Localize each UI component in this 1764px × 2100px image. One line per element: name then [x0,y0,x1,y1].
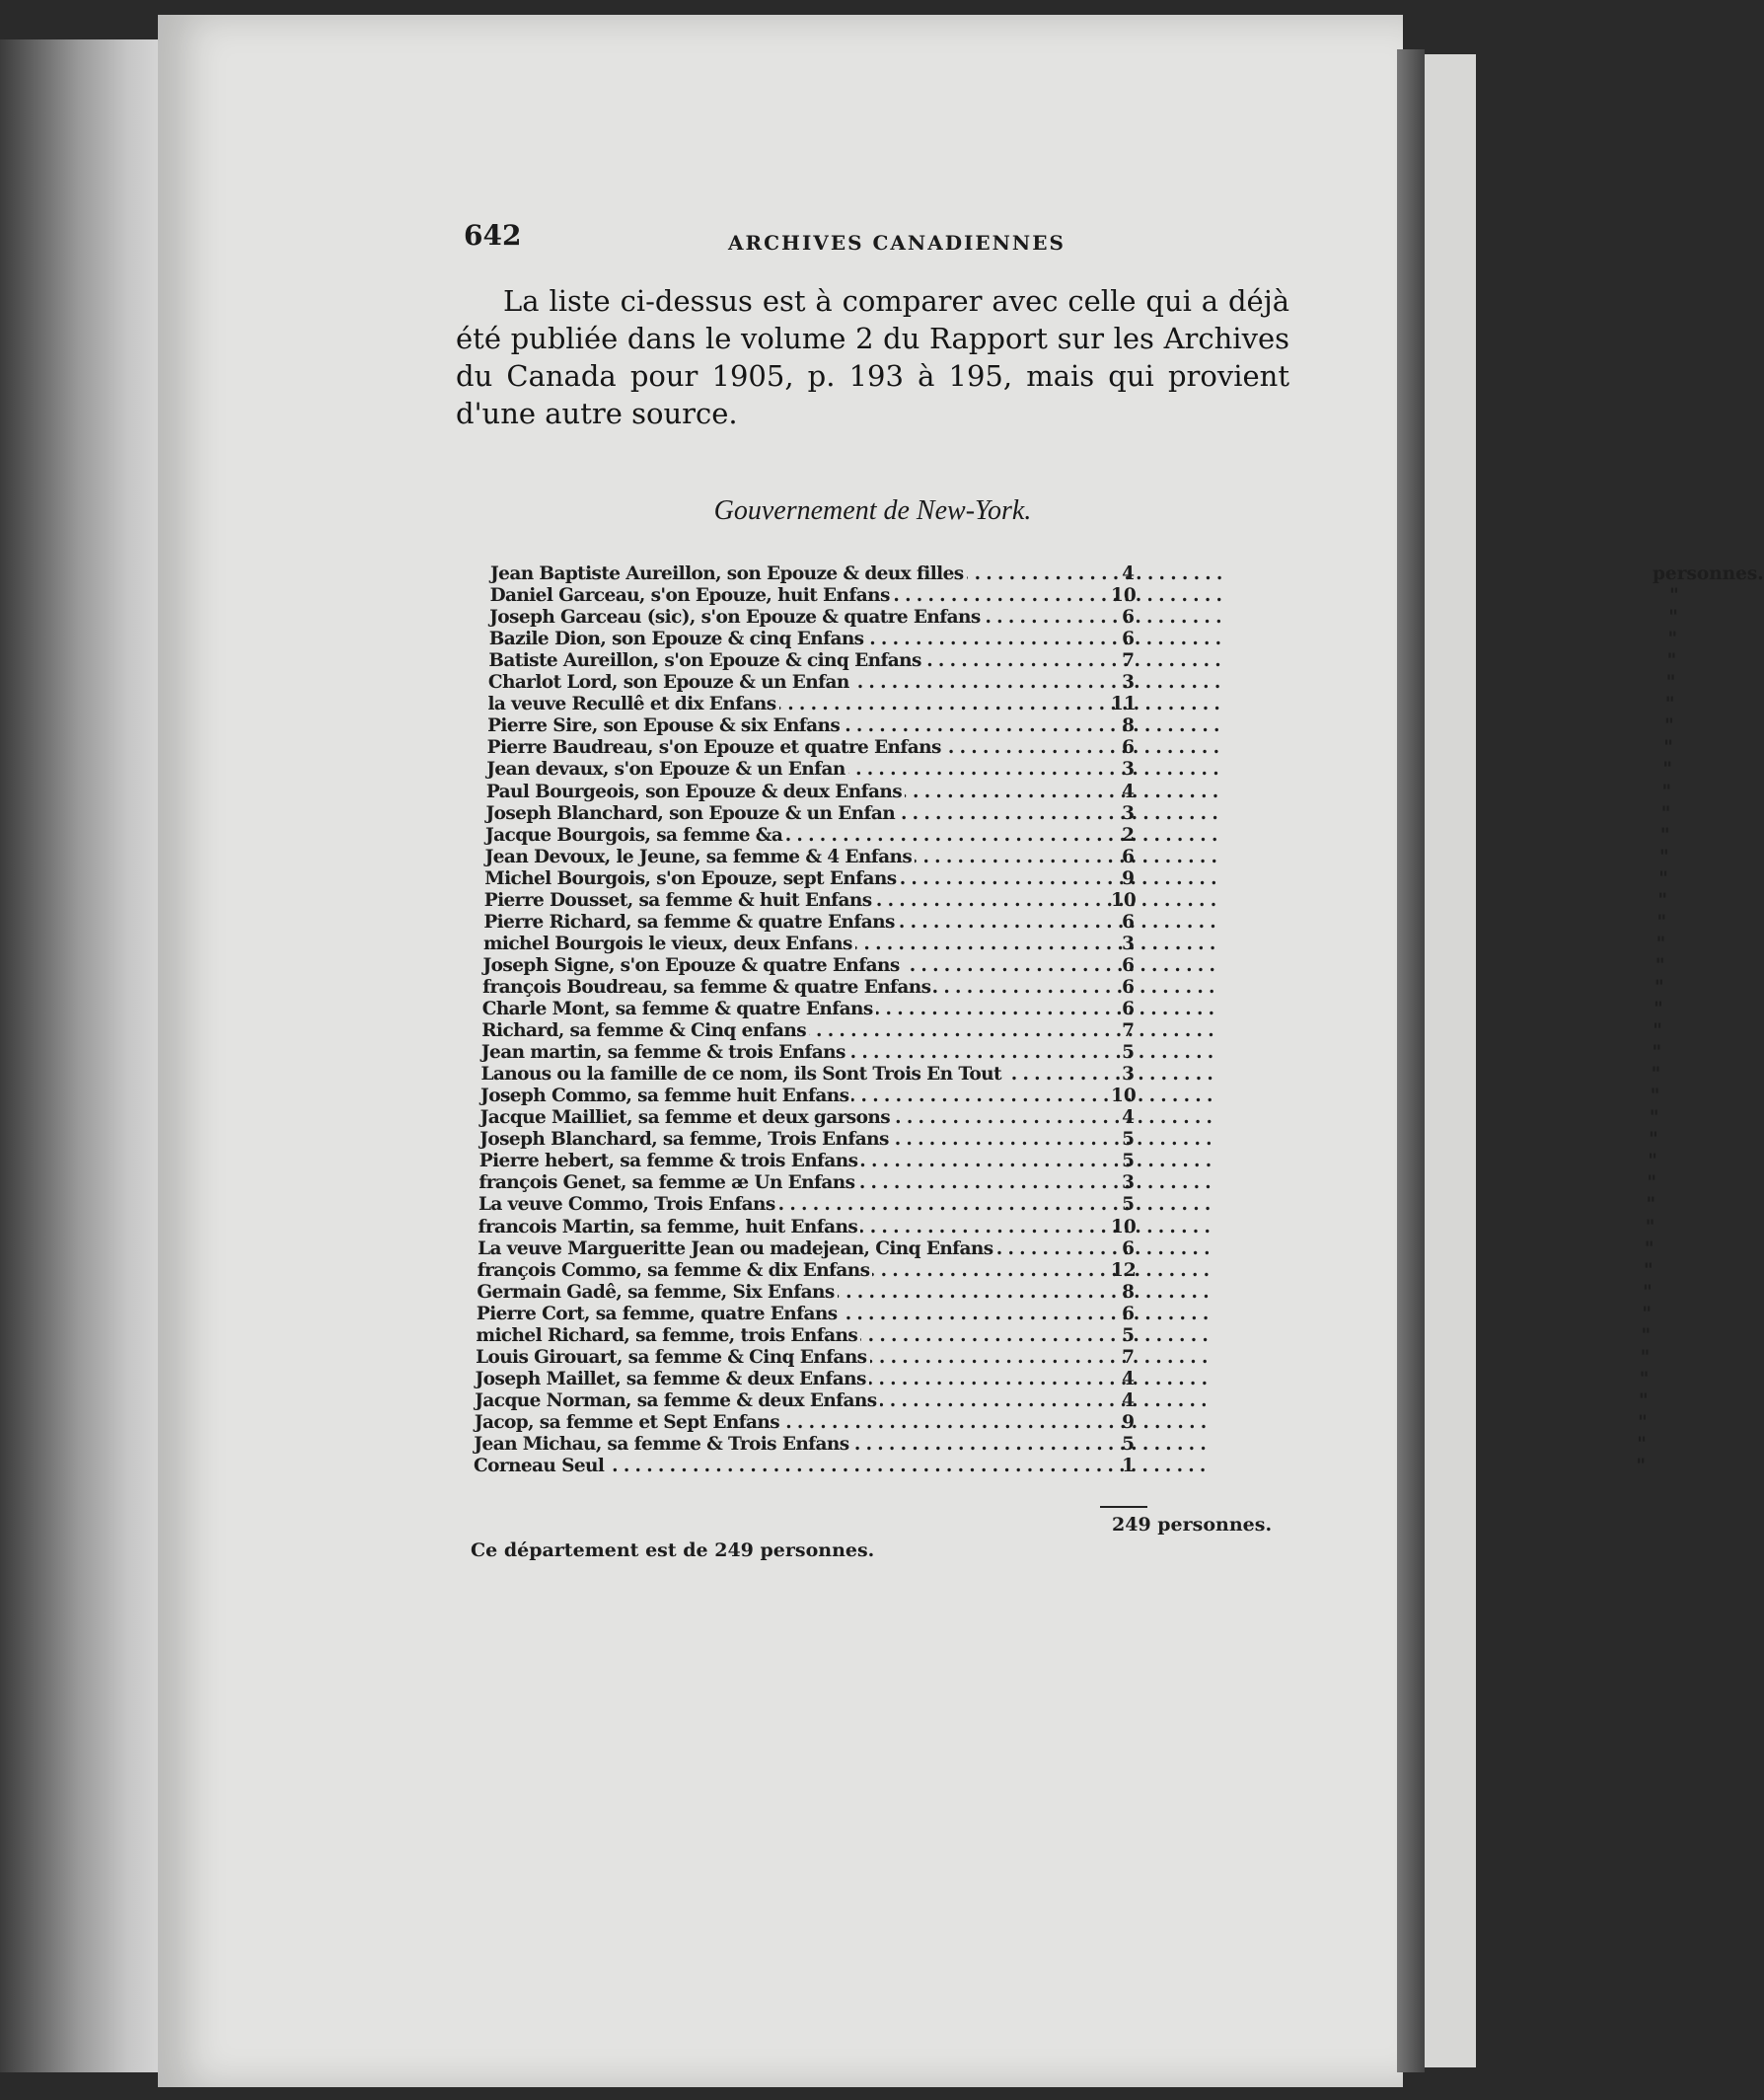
household-unit: " [1658,867,1668,889]
household-count: 10 [1110,585,1137,607]
household-name-text: Jacque Bourgois, sa femme &a [485,825,785,846]
household-name [475,1412,1099,1433]
household-name-text: Paul Bourgeois, son Epouze & deux Enfans [486,782,905,802]
household-name [484,890,1099,911]
household-name [476,1369,1099,1389]
household-name-text: Louis Girouart, sa femme & Cinq Enfans [476,1347,869,1368]
household-name-text: Pierre Cort, sa femme, quatre Enfans [477,1304,841,1324]
household-name [486,782,1099,802]
household-name [480,1086,1099,1106]
household-count: 5 [1122,1042,1135,1064]
household-count: 2 [1122,824,1135,846]
household-unit: " [1665,672,1676,694]
household-count: 10 [1110,889,1137,911]
household-name [488,650,1099,671]
household-unit: " [1659,846,1669,867]
household-name-text: Jean Baptiste Aureillon, son Epouze & deux filles [490,563,967,584]
household-unit: " [1645,1216,1655,1238]
list-item [480,1064,1661,1086]
household-name [482,999,1099,1019]
household-count: 10 [1110,1216,1137,1238]
household-unit: " [1661,781,1672,802]
household-unit: " [1641,1324,1652,1346]
list-item [480,1042,1662,1064]
household-unit: " [1636,1456,1647,1477]
household-name-text: la veuve Recullê et dix Enfans [488,694,779,714]
list-item [478,1194,1656,1216]
household-unit: " [1654,999,1663,1019]
household-name-text: michel Bourgois le vieux, deux Enfans [483,934,855,954]
household-count: 5 [1122,1129,1135,1151]
household-count: 1 [1122,1456,1135,1477]
intro-paragraph: La liste ci-dessus est à comparer avec celle qui a déjà été publiée dans le volume 2 du Rapport sur les Archives du Canada pour 1905, p. 193 à 195, mais qui provient d'une autre source. [456,284,1289,430]
household-name [487,715,1099,736]
household-name [485,803,1099,824]
household-count: 5 [1122,1434,1135,1455]
household-name [477,1282,1099,1303]
household-name [479,1151,1099,1171]
list-item [487,672,1676,694]
household-unit: " [1646,1194,1656,1216]
household-unit: " [1637,1434,1647,1455]
list-item [487,694,1675,715]
household-name-text: Batiste Aureillon, s'on Epouze & cinq Enfans [488,650,924,671]
household-unit: " [1644,1238,1654,1259]
household-count: 6 [1122,1303,1135,1324]
household-name-text: Jean martin, sa femme & trois Enfans [481,1042,848,1063]
facing-page-edge [1425,54,1476,2067]
household-name-text: Jean devaux, s'on Epouze & un Enfan [486,759,848,780]
household-name [483,955,1099,976]
household-unit: " [1651,1064,1661,1086]
page-number: 642 [464,219,522,252]
household-name [489,629,1099,649]
household-unit: " [1652,1042,1662,1064]
list-item [483,889,1667,912]
household-count: 6 [1122,846,1135,867]
household-count: 8 [1122,715,1135,737]
list-item [478,1151,1657,1172]
book-page-stack-left [0,39,168,2072]
household-count: 4 [1122,1107,1135,1129]
household-name-text: Joseph Commo, sa femme huit Enfans [480,1086,851,1106]
household-count: 3 [1122,933,1135,954]
list-item [486,737,1673,759]
list-item [477,1259,1654,1282]
summary-line: Ce département est de 249 personnes. [471,1539,875,1561]
household-unit: " [1663,737,1673,759]
household-count: 7 [1122,1020,1135,1042]
household-count: 3 [1122,672,1135,694]
household-name [478,1217,1099,1238]
household-name-text: Jacque Mailliet, sa femme et deux garsons [480,1107,893,1128]
household-count: 3 [1122,1064,1135,1086]
household-unit: " [1638,1411,1648,1433]
household-count: 3 [1122,1172,1135,1194]
list-item [478,1216,1655,1238]
household-unit: " [1657,889,1667,911]
household-unit: " [1650,1086,1660,1107]
running-head: ARCHIVES CANADIENNES [728,231,1066,255]
household-unit: " [1656,911,1667,933]
household-name-text: Joseph Blanchard, sa femme, Trois Enfans [479,1129,892,1150]
list-item [482,954,1665,977]
household-unit: " [1644,1259,1654,1281]
household-unit: " [1648,1151,1657,1172]
household-name-text: Lanous ou la famille de ce nom, ils Sont Trois En Tout [480,1064,1003,1085]
household-name [481,1042,1099,1063]
household-count: 4 [1122,1389,1135,1411]
household-name [478,1194,1099,1215]
household-unit: " [1669,585,1679,607]
household-name-text: Pierre Baudreau, s'on Epouze et quatre Enfans [487,737,944,758]
list-item [489,585,1679,607]
household-name [478,1238,1099,1259]
household-name [474,1456,1099,1476]
household-name [476,1325,1099,1346]
household-count: 3 [1122,802,1135,824]
list-item [479,1129,1658,1151]
household-name-text: Pierre Sire, son Epouse & six Enfans [487,715,843,736]
household-name [480,1107,1099,1128]
household-name [483,934,1099,954]
household-name [478,1260,1099,1281]
household-count: 5 [1122,1194,1135,1216]
household-count: 6 [1122,1238,1135,1259]
total-line: 249 personnes. [1112,1514,1273,1536]
household-unit: " [1654,954,1665,976]
household-name-text: Joseph Blanchard, son Epouze & un Enfan [485,803,898,824]
household-name [480,1064,1099,1085]
list-item [487,715,1674,737]
household-name [485,825,1099,846]
household-name [475,1390,1099,1411]
household-count: 12 [1110,1259,1137,1281]
household-count: 6 [1122,999,1135,1019]
household-count: 6 [1122,607,1135,629]
household-name-text: françois Commo, sa femme & dix Enfans [478,1260,873,1281]
household-name-text: Germain Gadê, sa femme, Six Enfans [477,1282,837,1303]
household-unit: " [1638,1389,1649,1411]
household-name-text: Charlot Lord, son Epouze & un Enfan [488,672,852,693]
household-count: 6 [1122,954,1135,976]
household-name [489,607,1099,628]
household-unit: " [1640,1346,1651,1368]
household-unit: " [1649,1129,1658,1151]
household-name-text: Pierre Richard, sa femme & quatre Enfans [483,912,897,933]
household-name-text: Joseph Signe, s'on Epouze & quatre Enfans [483,955,903,976]
household-count: 9 [1122,1411,1135,1433]
list-item [482,933,1666,955]
household-name-text: françois Genet, sa femme æ Un Enfans [478,1172,857,1193]
household-name [474,1434,1099,1455]
list-item [481,1020,1662,1042]
household-name [479,1129,1099,1150]
household-unit: " [1649,1107,1659,1129]
household-unit: " [1643,1281,1653,1303]
household-name [488,694,1099,714]
list-item [479,1107,1659,1129]
household-name-text: La veuve Commo, Trois Enfans [478,1194,778,1215]
list-item [476,1324,1652,1347]
list-item [484,867,1668,890]
list-item [488,650,1677,672]
household-name-text: Pierre hebert, sa femme & trois Enfans [479,1151,861,1171]
household-name-text: Daniel Garceau, s'on Epouze, huit Enfans [490,585,893,606]
household-name-text: françois Boudreau, sa femme & quatre Enfans [482,977,933,998]
household-name-text: Joseph Garceau (sic), s'on Epouze & quatre Enfans [489,607,983,628]
list-item [490,563,1764,585]
household-count: 6 [1122,911,1135,933]
household-name [486,759,1099,780]
household-name [490,563,1099,584]
household-unit: " [1659,824,1670,846]
household-count: 6 [1122,737,1135,759]
list-item [474,1456,1647,1477]
household-unit: " [1654,976,1664,998]
household-name [487,737,1099,758]
household-name [488,672,1099,693]
household-count: 9 [1122,867,1135,889]
household-unit: " [1664,694,1675,715]
list-item [485,824,1670,847]
list-item [482,976,1664,999]
list-item [485,781,1672,803]
household-unit: " [1668,607,1678,629]
household-name [485,847,1099,867]
household-unit: " [1639,1368,1650,1389]
household-count: 4 [1122,1368,1135,1389]
household-unit: " [1653,1020,1662,1042]
list-item [476,1346,1651,1369]
list-item [477,1281,1653,1304]
list-item [476,1303,1652,1325]
household-name [482,977,1099,998]
household-count: 7 [1122,1346,1135,1368]
household-name-text: Michel Bourgois, s'on Epouze, sept Enfans [484,868,899,889]
household-name [490,585,1099,606]
page-gutter-shadow [1397,49,1425,2072]
list-item [480,1086,1660,1107]
household-count: 4 [1122,563,1135,584]
section-title: Gouvernement de New-York. [713,495,1032,526]
household-name-text: Jean Devoux, le Jeune, sa femme & 4 Enfans [485,847,916,867]
list-item [486,759,1673,781]
household-name-text: Charle Mont, sa femme & quatre Enfans [482,999,876,1019]
household-count: 6 [1122,629,1135,650]
household-unit: " [1666,650,1677,672]
list-item [474,1434,1647,1456]
list-item [478,1238,1654,1260]
household-count: 11 [1110,694,1137,715]
household-name [478,1172,1099,1193]
household-name-text: Jacop, sa femme et Sept Enfans [475,1412,782,1433]
household-name-text: michel Richard, sa femme, trois Enfans [476,1325,860,1346]
household-name-text: Pierre Dousset, sa femme & huit Enfans [484,890,875,911]
household-unit: " [1664,715,1674,737]
list-item [484,846,1669,868]
list-item [481,999,1663,1020]
household-name [477,1304,1099,1324]
household-count: 8 [1122,1281,1135,1303]
household-unit: " [1667,629,1678,650]
household-name-text: Jean Michau, sa femme & Trois Enfans [474,1434,851,1455]
household-name-text: Joseph Maillet, sa femme & deux Enfans [476,1369,869,1389]
list-item [488,629,1678,650]
household-unit: " [1660,802,1671,824]
household-name-text: Richard, sa femme & Cinq enfans [481,1020,809,1041]
list-item [475,1389,1649,1412]
list-item [478,1172,1657,1194]
household-name [483,912,1099,933]
list-item [483,911,1667,934]
household-name [481,1020,1099,1041]
list-item [475,1368,1650,1390]
household-unit: personnes. [1653,563,1764,584]
household-unit: " [1655,933,1666,954]
household-name-text: francois Martin, sa femme, huit Enfans [478,1217,861,1238]
household-unit: " [1647,1172,1657,1194]
list-item [474,1411,1648,1434]
household-count: 4 [1122,781,1135,802]
household-name-text: Bazile Dion, son Epouze & cinq Enfans [489,629,867,649]
household-name [484,868,1099,889]
household-count: 5 [1122,1151,1135,1172]
list-item [485,802,1671,825]
household-count: 3 [1122,759,1135,781]
household-unit: " [1662,759,1673,781]
household-name-text: La veuve Margueritte Jean ou madejean, Cinq Enfans [478,1238,995,1259]
household-name-text: Jacque Norman, sa femme & deux Enfans [475,1390,879,1411]
household-count: 10 [1110,1086,1137,1107]
household-name [476,1347,1099,1368]
household-name-text: Corneau Seul [474,1456,607,1476]
household-count: 5 [1122,1324,1135,1346]
total-rule [1100,1506,1147,1508]
household-count: 6 [1122,976,1135,998]
list-item [489,607,1678,629]
household-count: 7 [1122,650,1135,672]
household-unit: " [1642,1303,1652,1324]
